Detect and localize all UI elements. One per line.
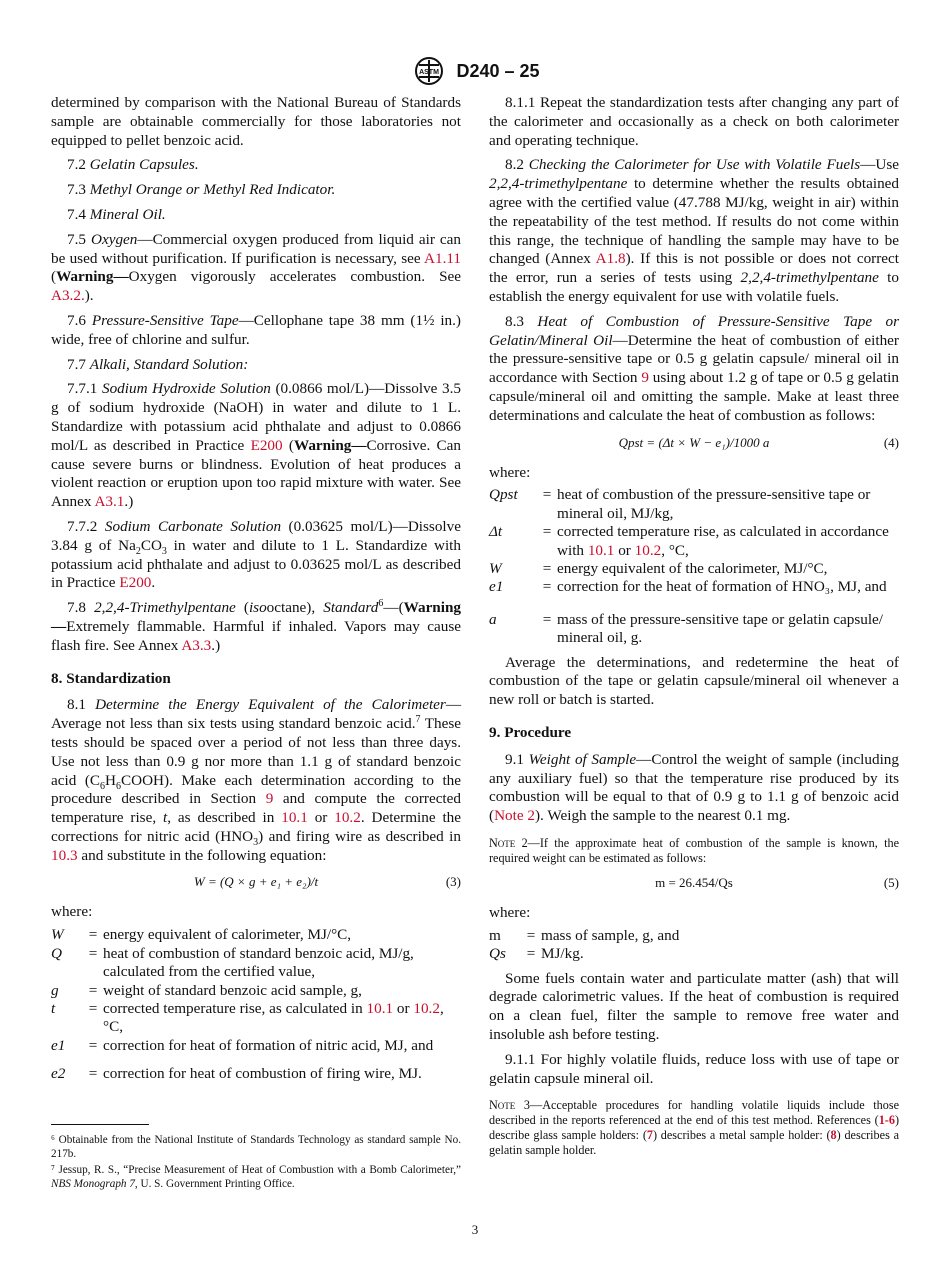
variable-definitions-right [489,486,899,647]
def-row: e2 = correction for heat of combustion of firing wire, MJ. [51,1065,422,1083]
section-7-4: 7.4 Mineral Oil. [67,205,166,223]
section-8-1-1: 8.1.1 Repeat the standardization tests after changing any part of the calorimeter and occasionally as a check on both calorimeter and operating technique. [489,94,899,149]
note-2: Note 2—If the approximate heat of combustion of the sample is known, the required weight can be estimated as follows: [489,835,899,865]
def-row: Qs = MJ/kg. [489,945,584,963]
def-row: Δt = corrected temperature rise, as calculated in accordance with 10.1 or 10.2, °C, [489,523,889,559]
link-10-2-r[interactable]: 10.2 [634,541,662,559]
page-number: 3 [471,1222,479,1237]
def-row: Q = heat of combustion of standard benzoic acid, MJ/g, calculated from the certified value, [51,944,414,981]
astm-logo-icon [410,56,448,86]
link-a1-11[interactable]: A1.11 [424,249,461,267]
footnote-6: ⁶ Obtainable from the National Institute of Standards Technology as standard sample No. 217b. [51,1134,461,1160]
equation-3-formula: W = (Q × g + e₁ + e₂)/t [193,874,319,890]
link-10-1-def[interactable]: 10.1 [366,999,394,1017]
section-7-3: 7.3 Methyl Orange or Methyl Red Indicator. [67,181,336,199]
link-ref-1-6[interactable]: 1-6 [878,1113,895,1128]
left-column [51,94,461,1090]
equation-5-number: (5) [883,874,899,890]
where-label: where: [489,463,531,481]
link-10-1-r[interactable]: 10.1 [587,541,615,559]
def-row: m = mass of sample, g, and [489,926,680,944]
section-7-8: 7.8 2,2,4-Trimethylpentane (isooctane), Standard$^6$—(Warning—Extremely flammable. Harmful if inhaled. Vapors may cause flash fire. See Annex A3.3.) [51,598,462,654]
link-section-9-b[interactable]: 9 [641,369,649,387]
where-label: where: [489,903,531,921]
equation-3-number: (3) [445,874,461,890]
equation-5-formula: m = 26.454/Qs [655,874,733,890]
def-row: e1 = correction for heat of formation of nitric acid, MJ, and [51,1036,434,1054]
def-row: W = energy equivalent of the calorimeter, MJ/°C, [489,559,828,577]
where-label: where: [51,903,93,921]
document-id: D240 – 25 [456,60,540,81]
link-a1-8[interactable]: A1.8 [595,250,626,268]
footnote-rule [51,1124,149,1125]
link-a3-2[interactable]: A3.2. [51,287,85,305]
link-10-2[interactable]: 10.2 [334,809,361,827]
section-7-5: 7.5 Oxygen—Commercial oxygen produced from liquid air can be used without purification. If purification is necessary, see A1.11 (Warning—Oxygen vigorously accelerates combustion. See A3.2.). [51,230,462,305]
section-8-1: 8.1 Determine the Energy Equivalent of the Calorimeter—Average not less than six tests using standard benzoic acid.$^7$ These tests should be spaced over a period of not less than three days. Use not less than 0.9 g nor more than 1.1 g of standard benzoic acid $(C_6H_6COOH)$. Make each determination according to the procedure described in Section 9 and compute the corrected temperature rise, t, as described in 10.1 or 10.2. Determine the corrections for nitric acid $(HNO_3)$ and firing wire as described in 10.3 and substitute in the following equation: [51,696,462,864]
def-row: W = energy equivalent of calorimeter, MJ/°C, [51,926,352,944]
section-7-7-2: 7.7.2 Sodium Carbonate Solution (0.03625 mol/L)—Dissolve 3.84 g of $Na_2CO_3$ in water and dilute to 1 L. Standardize with potassium acid phthalate and adjust to 0.03625 mol/L as described in Practice E200. [51,517,461,592]
equation-4-formula: Qpst = (Δt × W − e₁)/1000 a [618,434,770,450]
link-note-2[interactable]: Note 2 [494,807,535,825]
section-9-1: 9.1 Weight of Sample—Control the weight of sample (including any auxiliary fuel) so that the temperature rise produced by its combustion will be equal to that of 0.9 g to 1.1 g of benzoic acid (Note 2). Weigh the sample to the nearest 0.1 mg. [489,750,899,825]
equation-5 [489,874,899,894]
def-row: a = mass of the pressure-sensitive tape or gelatin capsule/ mineral oil, g. [489,610,884,647]
paragraph-continued: determined by comparison with the National Bureau of Standards sample are obtainable commercially for those laboratories not equipped to pellet benzoic acid. [51,94,461,149]
link-10-2-def[interactable]: 10.2 [413,999,440,1017]
section-heading-9: 9. Procedure [489,723,572,741]
equation-4-number: (4) [883,434,899,450]
def-row: t = corrected temperature rise, as calculated in 10.1 or 10.2, °C, [51,999,444,1036]
section-7-7-1: 7.7.1 Sodium Hydroxide Solution (0.0866 mol/L)—Dissolve 3.5 g of sodium hydroxide (NaOH) in water and dilute to 1 L. Standardize with potassium acid phthalate and adjust to 0.0866 mol/L as described in Practice E200 (Warning—Corrosive. Can cause severe burns or blindness. Evolution of heat produces a violent reaction or eruption upon too rapid mixture with water. See Annex A3.1.) [51,380,461,511]
link-ref-8[interactable]: 8 [830,1128,837,1143]
variable-definitions-note2 [489,927,899,964]
section-9-1-1: 9.1.1 For highly volatile fluids, reduce loss with use of tape or gelatin capsule mineral oil. [489,1050,899,1087]
note-3: Note 3—Acceptable procedures for handling volatile liquids include those described in the reports referenced at the end of this test method. References (1-6) describe glass sample holders: (7) describes a metal sample holder: (8) describes a gelatin sample holder. [489,1098,899,1158]
paragraph-fuels: Some fuels contain water and particulate matter (ash) that will degrade calorimetric values. If the heat of combustion is required on a clean fuel, filter the sample to remove free water and insoluble ash before testing. [489,969,899,1043]
link-a3-1[interactable]: A3.1 [94,493,125,511]
def-row: g = weight of standard benzoic acid sample, g, [51,981,362,999]
link-10-3[interactable]: 10.3 [51,846,78,864]
link-ref-7[interactable]: 7 [646,1128,653,1143]
link-e200-2[interactable]: E200 [119,574,152,592]
section-8-2: 8.2 Checking the Calorimeter for Use with Volatile Fuels—Use 2,2,4-trimethylpentane to determine whether the results obtained agree with the certified value (47.788 MJ/kg, weight in air) within the repeatability of the test method. If results do not come within this range, the technique of handling the sample may have to be changed (Annex A1.8). If this is not possible or does not correct the error, run a series of tests using 2,2,4-trimethylpentane to establish the energy equivalent for use with volatile fuels. [489,156,900,305]
link-10-1[interactable]: 10.1 [281,809,308,827]
section-heading-8: 8. Standardization [51,669,171,687]
section-7-6: 7.6 Pressure-Sensitive Tape—Cellophane tape 38 mm (1½ in.) wide, free of chlorine and sulfur. [51,311,461,348]
link-a3-3[interactable]: A3.3 [181,636,212,654]
equation-3 [51,873,461,893]
link-e200[interactable]: E200 [250,436,283,454]
def-row: e1 = correction for the heat of formation of HNO₃, MJ, and [489,578,887,596]
footnote-7: ⁷ Jessup, R. S., “Precise Measurement of Heat of Combustion with a Bomb Calorimeter,” NBS Monograph 7, U. S. Government Printing Office. [51,1164,461,1190]
link-section-9[interactable]: 9 [265,790,274,808]
def-row: Qpst = heat of combustion of the pressure-sensitive tape or mineral oil, MJ/kg, [489,486,871,522]
section-7-2: 7.2 Gelatin Capsules. [67,156,199,174]
section-8-3: 8.3 Heat of Combustion of Pressure-Sensitive Tape or Gelatin/Mineral Oil—Determine the heat of combustion of either the pressure-sensitive tape or 0.5 g gelatin capsule/ mineral oil in accordance with Section 9 using about 1.2 g of tape or 0.5 g gelatin capsule/mineral oil and omitting the sample. Make at least three determinations and calculate the heat of combustion as follows: [489,312,899,424]
paragraph-average: Average the determinations, and redetermine the heat of combustion of the tape or gelatin capsule/mineral oil whenever a new roll or batch is started. [489,653,899,709]
page-header [0,56,950,86]
right-column [489,94,899,1164]
svg-text:ASTM: ASTM [419,69,440,76]
section-7-7: 7.7 Alkali, Standard Solution: [67,355,249,373]
equation-4 [489,434,899,454]
variable-definitions-left [51,926,461,1083]
